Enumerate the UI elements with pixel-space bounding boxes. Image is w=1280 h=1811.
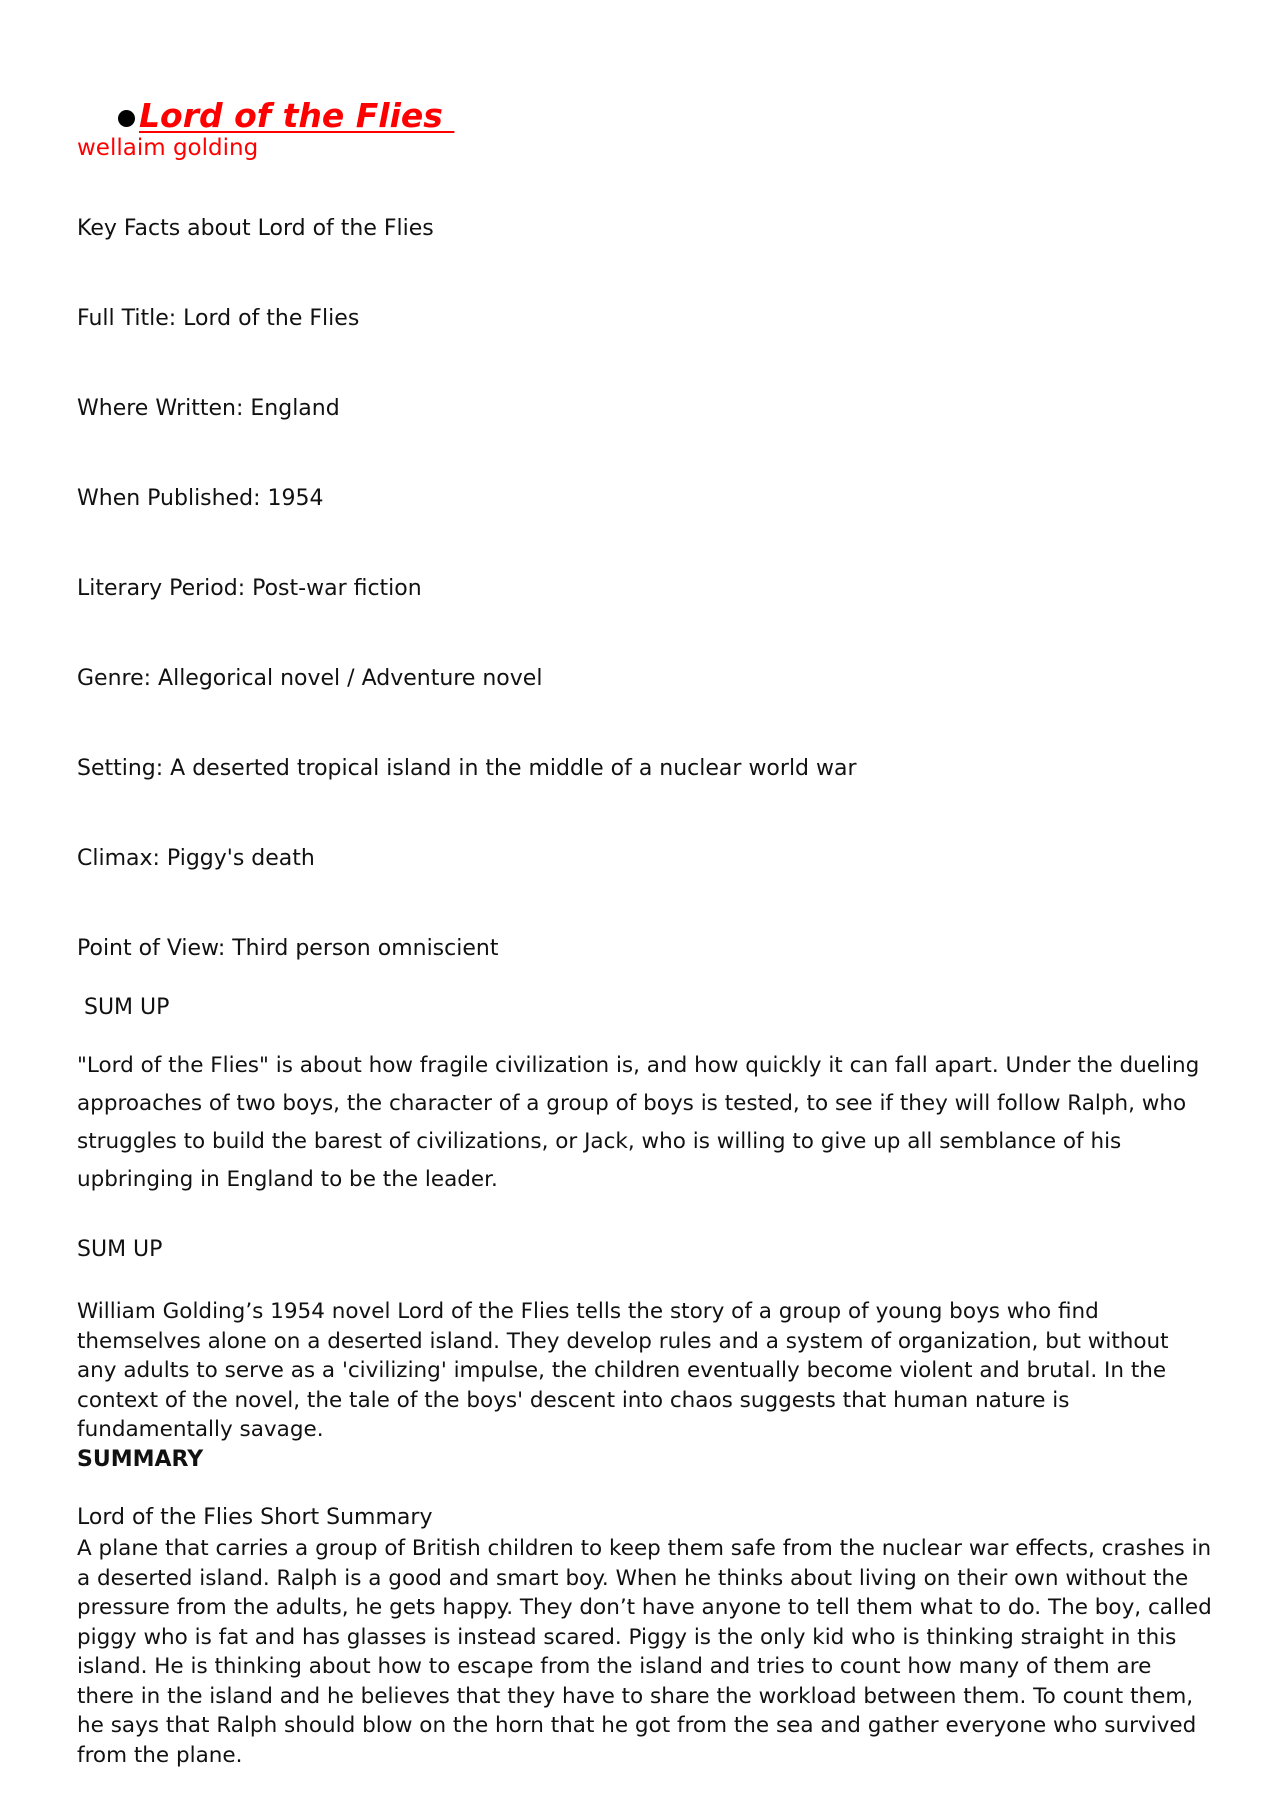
key-fact-point-of-view: Point of View: Third person omniscient <box>77 936 499 961</box>
document-title: Lord of the Flies <box>139 95 455 135</box>
sum-up-heading-1: SUM UP <box>77 995 170 1020</box>
key-fact-setting: Setting: A deserted tropical island in the middle of a nuclear world war <box>77 756 857 781</box>
short-summary-paragraph: A plane that carries a group of British children to keep them safe from the nuclear war effects, crashes in a deserted island. Ralph is a good and smart boy. When he thinks about living on their own without the pressure from the adults, he gets happy. They don’t have anyone to tell them what to do. The boy, called piggy who is fat and has glasses is instead scared. Piggy is the only kid who is thinking straight in this island. He is thinking about how to escape from the island and tries to count how many of them are there in the island and he believes that they have to share the workload between them. To count them, he says that Ralph should blow on the horn that he got from the sea and gather everyone who survived from the plane. <box>77 1536 1212 1768</box>
bullet-icon <box>118 110 135 127</box>
sum-up-paragraph-2: William Golding’s 1954 novel Lord of the Flies tells the story of a group of young boys who find themselves alone on a deserted island. They develop rules and a system of organization, but without any adults to serve as a 'civilizing' impulse, the children eventually become violent and brutal. In the context of the novel, the tale of the boys' descent into chaos suggests that human nature is fundamentally savage. <box>77 1299 1169 1442</box>
short-summary-heading: Lord of the Flies Short Summary <box>77 1505 433 1530</box>
title-bullet-item <box>118 92 454 138</box>
sum-up-paragraph-1: "Lord of the Flies" is about how fragile civilization is, and how quickly it can fall apart. Under the dueling approaches of two boys, the character of a group of boys is tested, to see if they will follow Ralph, who struggles to build the barest of civilizations, or Jack, who is willing to give up all semblance of his upbringing in England to be the leader. <box>77 1053 1200 1192</box>
key-fact-full-title: Full Title: Lord of the Flies <box>77 306 360 331</box>
key-fact-genre: Genre: Allegorical novel / Adventure novel <box>77 666 543 691</box>
sum-up-heading-2: SUM UP <box>77 1237 163 1262</box>
key-facts-heading: Key Facts about Lord of the Flies <box>77 216 434 241</box>
summary-heading: SUMMARY <box>77 1447 204 1472</box>
key-fact-when-published: When Published: 1954 <box>77 486 324 511</box>
author-name: wellaim golding <box>77 135 259 161</box>
key-fact-literary-period: Literary Period: Post-war fiction <box>77 576 422 601</box>
key-fact-climax: Climax: Piggy's death <box>77 846 315 871</box>
key-fact-where-written: Where Written: England <box>77 396 340 421</box>
